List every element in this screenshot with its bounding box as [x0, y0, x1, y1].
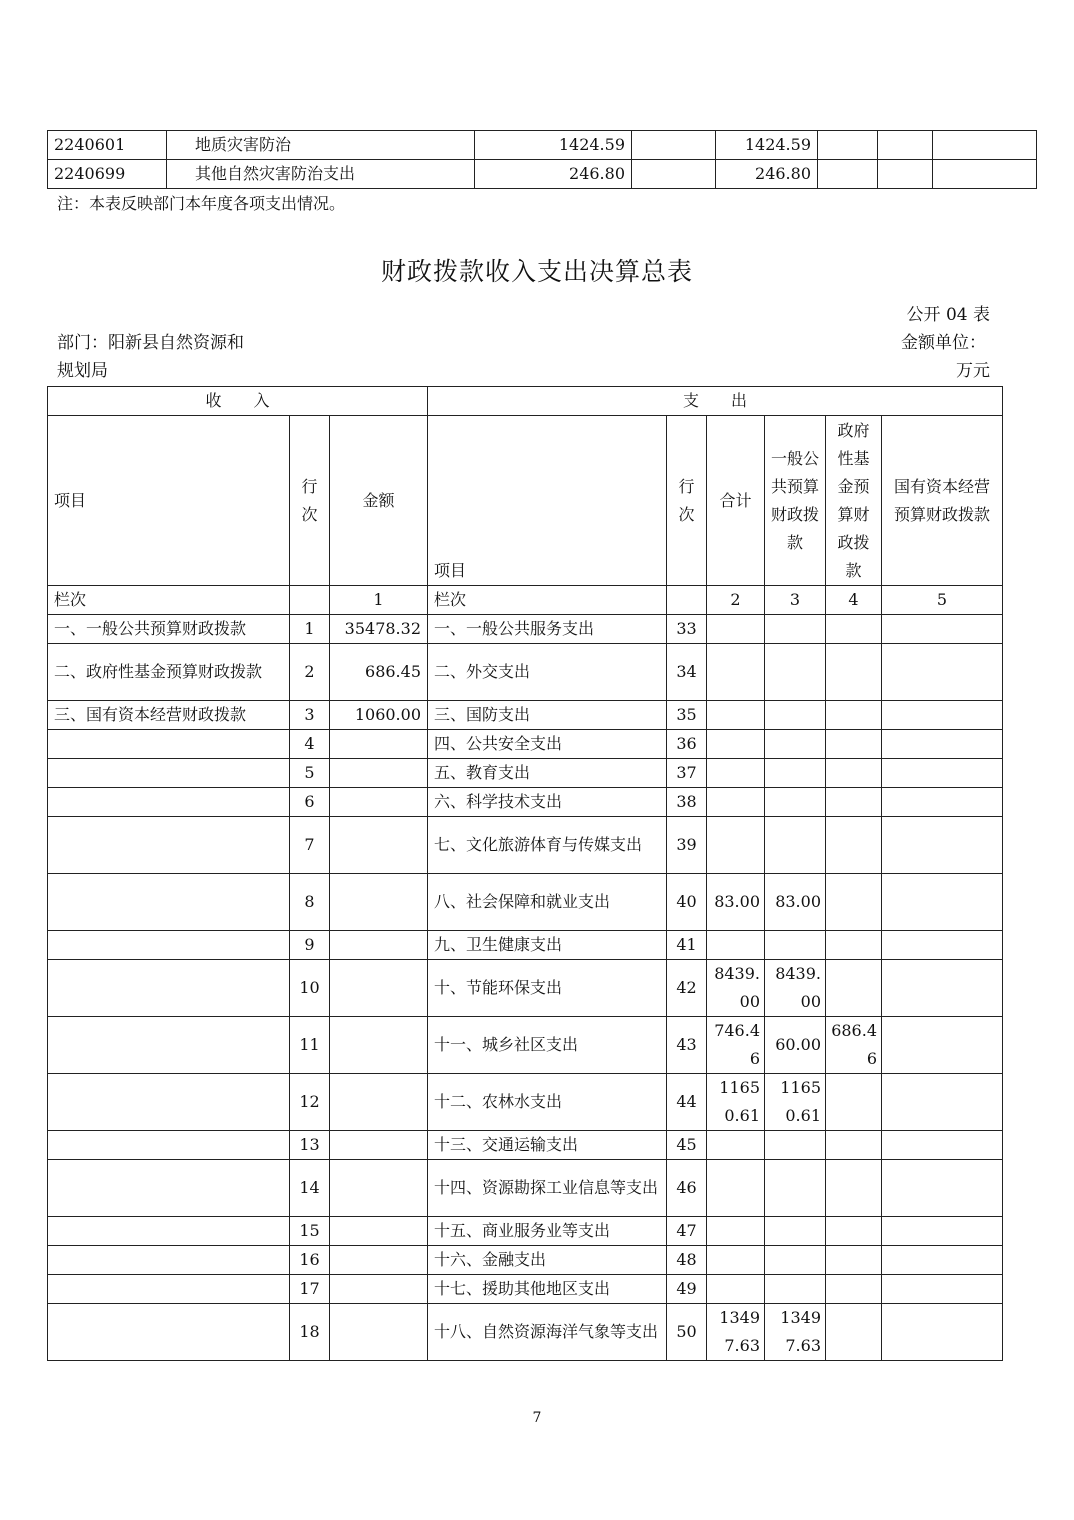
expense-row-no-header: 行次 — [667, 416, 707, 586]
total-amount — [707, 1246, 765, 1275]
form-number: 公开 04 表 — [906, 305, 990, 325]
expense-row-no: 43 — [667, 1017, 707, 1074]
table-row — [48, 1017, 1003, 1074]
income-amount — [330, 1304, 428, 1361]
total-amount — [707, 788, 765, 817]
income-row-no: 14 — [290, 1160, 330, 1217]
income-row-no: 5 — [290, 759, 330, 788]
table-row — [48, 1304, 1003, 1361]
income-item — [48, 788, 290, 817]
table-row — [48, 931, 1003, 960]
col-index-empty — [290, 586, 330, 615]
general-budget-amount — [765, 1275, 826, 1304]
expense-item: 十六、金融支出 — [428, 1246, 667, 1275]
state-capital-amount — [882, 1217, 1003, 1246]
income-item — [48, 1074, 290, 1131]
gov-fund-amount — [826, 615, 882, 644]
gov-fund-amount — [826, 788, 882, 817]
table-row — [48, 701, 1003, 730]
expense-item: 十八、自然资源海洋气象等支出 — [428, 1304, 667, 1361]
total-amount — [707, 931, 765, 960]
expense-item: 三、国防支出 — [428, 701, 667, 730]
general-budget-amount — [765, 1160, 826, 1217]
gov-fund-amount — [826, 1217, 882, 1246]
total-amount: 11650.61 — [707, 1074, 765, 1131]
expense-item: 十四、资源勘探工业信息等支出 — [428, 1160, 667, 1217]
expense-item: 七、文化旅游体育与传媒支出 — [428, 817, 667, 874]
gov-fund-amount — [826, 730, 882, 759]
expense-row-no: 42 — [667, 960, 707, 1017]
unit-value: 万元 — [956, 361, 990, 381]
income-amount — [330, 1131, 428, 1160]
income-item — [48, 931, 290, 960]
income-item — [48, 1017, 290, 1074]
income-row-no: 16 — [290, 1246, 330, 1275]
expense-row-no: 41 — [667, 931, 707, 960]
table-row — [48, 788, 1003, 817]
general-budget-amount — [765, 1246, 826, 1275]
expense-item: 八、社会保障和就业支出 — [428, 874, 667, 931]
income-amount — [330, 1074, 428, 1131]
income-amount — [330, 1275, 428, 1304]
gov-fund-amount — [826, 817, 882, 874]
general-budget-amount: 83.00 — [765, 874, 826, 931]
state-capital-amount — [882, 1160, 1003, 1217]
table-row — [48, 1074, 1003, 1131]
page-title: 财政拨款收入支出决算总表 — [380, 257, 693, 286]
gov-fund-amount: 686.46 — [826, 1017, 882, 1074]
general-budget-amount: 8439.00 — [765, 960, 826, 1017]
income-row-no: 3 — [290, 701, 330, 730]
table-row — [48, 759, 1003, 788]
state-capital-amount — [882, 701, 1003, 730]
state-capital-amount — [882, 960, 1003, 1017]
income-amount-header: 金额 — [330, 416, 428, 586]
general-budget-amount — [765, 788, 826, 817]
expense-row-no: 34 — [667, 644, 707, 701]
income-amount: 35478.32 — [330, 615, 428, 644]
total-amount — [707, 701, 765, 730]
col-index-label: 栏次 — [48, 586, 290, 615]
general-budget-amount: 60.00 — [765, 1017, 826, 1074]
expense-item: 二、外交支出 — [428, 644, 667, 701]
basic-amount — [632, 160, 716, 189]
expense-row-no: 46 — [667, 1160, 707, 1217]
function-name: 其他自然灾害防治支出 — [167, 160, 475, 189]
state-capital-amount — [882, 1304, 1003, 1361]
total-amount — [707, 1275, 765, 1304]
gov-fund-amount — [826, 1304, 882, 1361]
total-amount — [707, 644, 765, 701]
expense-item: 四、公共安全支出 — [428, 730, 667, 759]
table-note: 注：本表反映部门本年度各项支出情况。 — [57, 194, 346, 213]
general-budget-amount — [765, 759, 826, 788]
table-row — [48, 817, 1003, 874]
expense-item: 十七、援助其他地区支出 — [428, 1275, 667, 1304]
function-name: 地质灾害防治 — [167, 131, 475, 160]
empty-cell — [878, 131, 933, 160]
expense-item: 十二、农林水支出 — [428, 1074, 667, 1131]
basic-amount — [632, 131, 716, 160]
general-budget-amount — [765, 644, 826, 701]
function-code: 2240699 — [48, 160, 167, 189]
project-amount: 246.80 — [716, 160, 818, 189]
general-budget-header: 一般公共预算财政拨款 — [765, 416, 826, 586]
expense-row-no: 47 — [667, 1217, 707, 1246]
expenditure-continuation-table — [47, 130, 1037, 189]
state-capital-amount — [882, 1131, 1003, 1160]
income-amount — [330, 759, 428, 788]
income-row-no: 7 — [290, 817, 330, 874]
income-item — [48, 1131, 290, 1160]
income-row-no: 1 — [290, 615, 330, 644]
general-budget-amount — [765, 931, 826, 960]
income-item: 一、一般公共预算财政拨款 — [48, 615, 290, 644]
gov-fund-amount — [826, 1275, 882, 1304]
income-item-header: 项目 — [48, 416, 290, 586]
empty-cell — [818, 160, 878, 189]
state-capital-amount — [882, 1017, 1003, 1074]
expense-row-no: 33 — [667, 615, 707, 644]
expense-row-no: 38 — [667, 788, 707, 817]
state-capital-amount — [882, 759, 1003, 788]
income-item — [48, 730, 290, 759]
general-budget-amount: 11650.61 — [765, 1074, 826, 1131]
income-header: 收 入 — [48, 387, 428, 416]
project-amount: 1424.59 — [716, 131, 818, 160]
table-row — [48, 160, 1037, 189]
expense-row-no: 45 — [667, 1131, 707, 1160]
income-item — [48, 817, 290, 874]
income-row-no: 17 — [290, 1275, 330, 1304]
empty-cell — [818, 131, 878, 160]
expense-row-no: 39 — [667, 817, 707, 874]
income-amount — [330, 788, 428, 817]
expense-row-no: 35 — [667, 701, 707, 730]
total-amount — [707, 1160, 765, 1217]
state-capital-amount — [882, 788, 1003, 817]
gov-fund-amount — [826, 1074, 882, 1131]
state-capital-amount — [882, 615, 1003, 644]
gov-fund-amount — [826, 644, 882, 701]
total-amount — [707, 730, 765, 759]
income-amount — [330, 817, 428, 874]
gov-fund-header: 政府性基金预算财政拨款 — [826, 416, 882, 586]
expense-item: 十、节能环保支出 — [428, 960, 667, 1017]
general-budget-amount: 13497.63 — [765, 1304, 826, 1361]
income-row-no-header: 行次 — [290, 416, 330, 586]
col-index-exp-label: 栏次 — [428, 586, 667, 615]
page-number: 7 — [532, 1410, 542, 1426]
gov-fund-amount — [826, 701, 882, 730]
expense-item: 十五、商业服务业等支出 — [428, 1217, 667, 1246]
col-index-state: 5 — [882, 586, 1003, 615]
general-budget-amount — [765, 1131, 826, 1160]
income-row-no: 6 — [290, 788, 330, 817]
gov-fund-amount — [826, 874, 882, 931]
function-code: 2240601 — [48, 131, 167, 160]
state-capital-amount — [882, 874, 1003, 931]
general-budget-amount — [765, 817, 826, 874]
income-item — [48, 960, 290, 1017]
unit-label: 金额单位： — [901, 333, 986, 353]
income-row-no: 9 — [290, 931, 330, 960]
income-item — [48, 1160, 290, 1217]
expense-row-no: 49 — [667, 1275, 707, 1304]
income-amount: 1060.00 — [330, 701, 428, 730]
table-row — [48, 874, 1003, 931]
gov-fund-amount — [826, 1160, 882, 1217]
total-header: 合计 — [707, 416, 765, 586]
total-amount — [707, 759, 765, 788]
state-capital-amount — [882, 730, 1003, 759]
state-capital-amount — [882, 1246, 1003, 1275]
state-capital-header: 国有资本经营预算财政拨款 — [882, 416, 1003, 586]
expense-item: 十一、城乡社区支出 — [428, 1017, 667, 1074]
general-budget-amount — [765, 1217, 826, 1246]
income-item: 二、政府性基金预算财政拨款 — [48, 644, 290, 701]
total-amount: 13497.63 — [707, 1304, 765, 1361]
income-item — [48, 1304, 290, 1361]
expense-item: 九、卫生健康支出 — [428, 931, 667, 960]
col-index-amount: 1 — [330, 586, 428, 615]
income-amount — [330, 1160, 428, 1217]
income-item: 三、国有资本经营财政拨款 — [48, 701, 290, 730]
state-capital-amount — [882, 1074, 1003, 1131]
expense-row-no: 37 — [667, 759, 707, 788]
income-row-no: 15 — [290, 1217, 330, 1246]
total-amount: 8439.00 — [707, 960, 765, 1017]
income-item — [48, 1275, 290, 1304]
gov-fund-amount — [826, 1131, 882, 1160]
table-row — [48, 960, 1003, 1017]
table-row — [48, 1217, 1003, 1246]
total-amount — [707, 1131, 765, 1160]
income-row-no: 2 — [290, 644, 330, 701]
expense-item: 六、科学技术支出 — [428, 788, 667, 817]
income-amount — [330, 1217, 428, 1246]
expense-item-header: 项目 — [428, 416, 667, 586]
table-row — [48, 1160, 1003, 1217]
empty-cell — [933, 160, 1037, 189]
income-amount — [330, 874, 428, 931]
total-amount — [707, 1217, 765, 1246]
income-row-no: 18 — [290, 1304, 330, 1361]
empty-cell — [933, 131, 1037, 160]
table-row — [48, 644, 1003, 701]
expense-row-no: 48 — [667, 1246, 707, 1275]
income-item — [48, 1246, 290, 1275]
total-amount: 83.00 — [707, 874, 765, 931]
expense-row-no: 44 — [667, 1074, 707, 1131]
col-index-fund: 4 — [826, 586, 882, 615]
expense-item: 一、一般公共服务支出 — [428, 615, 667, 644]
expense-item: 十三、交通运输支出 — [428, 1131, 667, 1160]
fiscal-summary-table — [47, 386, 1003, 1361]
expense-item: 五、教育支出 — [428, 759, 667, 788]
table-row — [48, 1131, 1003, 1160]
total-amount — [707, 615, 765, 644]
income-row-no: 10 — [290, 960, 330, 1017]
state-capital-amount — [882, 644, 1003, 701]
general-budget-amount — [765, 730, 826, 759]
total-amount — [707, 817, 765, 874]
table-row — [48, 1246, 1003, 1275]
department-label-cont: 规划局 — [57, 361, 108, 381]
department-label: 部门：阳新县自然资源和 — [57, 333, 244, 353]
income-row-no: 12 — [290, 1074, 330, 1131]
table-row — [48, 131, 1037, 160]
state-capital-amount — [882, 1275, 1003, 1304]
gov-fund-amount — [826, 960, 882, 1017]
income-row-no: 8 — [290, 874, 330, 931]
table-row — [48, 730, 1003, 759]
income-amount — [330, 1246, 428, 1275]
income-amount — [330, 931, 428, 960]
income-row-no: 13 — [290, 1131, 330, 1160]
income-amount — [330, 960, 428, 1017]
general-budget-amount — [765, 701, 826, 730]
expense-row-no: 50 — [667, 1304, 707, 1361]
income-item — [48, 759, 290, 788]
income-amount — [330, 730, 428, 759]
table-row — [48, 615, 1003, 644]
income-row-no: 11 — [290, 1017, 330, 1074]
expense-header: 支 出 — [428, 387, 1003, 416]
col-index-empty — [667, 586, 707, 615]
table-row — [48, 1275, 1003, 1304]
state-capital-amount — [882, 817, 1003, 874]
total-amount: 746.46 — [707, 1017, 765, 1074]
income-amount — [330, 1017, 428, 1074]
expense-row-no: 36 — [667, 730, 707, 759]
total-amount: 246.80 — [475, 160, 632, 189]
gov-fund-amount — [826, 1246, 882, 1275]
col-index-general: 3 — [765, 586, 826, 615]
income-amount: 686.45 — [330, 644, 428, 701]
income-item — [48, 1217, 290, 1246]
state-capital-amount — [882, 931, 1003, 960]
empty-cell — [878, 160, 933, 189]
gov-fund-amount — [826, 931, 882, 960]
income-item — [48, 874, 290, 931]
total-amount: 1424.59 — [475, 131, 632, 160]
col-index-total: 2 — [707, 586, 765, 615]
expense-row-no: 40 — [667, 874, 707, 931]
general-budget-amount — [765, 615, 826, 644]
income-row-no: 4 — [290, 730, 330, 759]
gov-fund-amount — [826, 759, 882, 788]
